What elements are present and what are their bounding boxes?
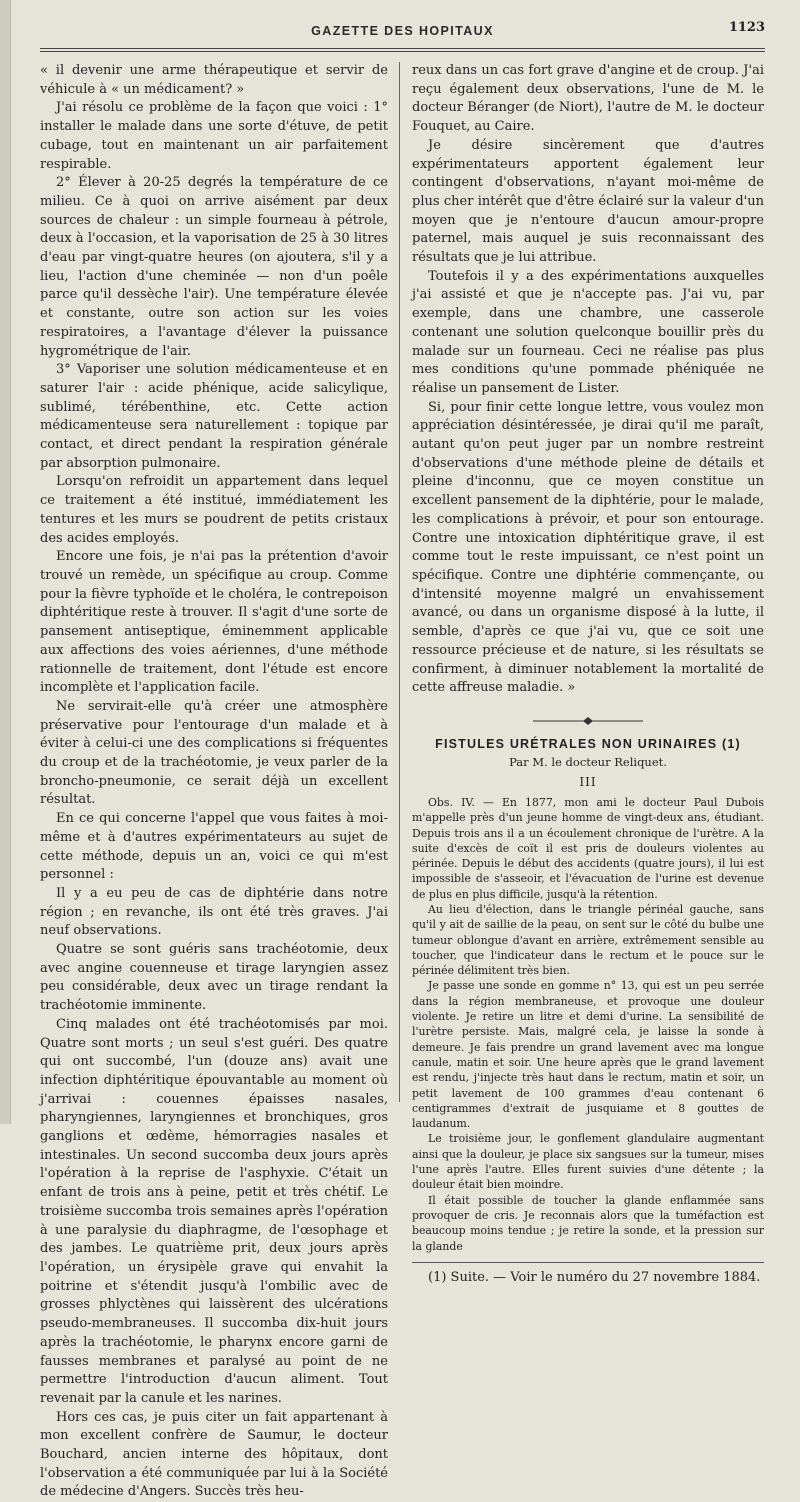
- paragraph: Le troisième jour, le gonflement glandulaire augmentant ainsi que la douleur, je place six sangsues sur la tumeur, mises l'une après l'autre. Elles furent suivies d'une détente ; la douleur était bien moindre.: [412, 1132, 764, 1192]
- header-rule-top: [40, 48, 765, 49]
- footnote: (1) Suite. — Voir le numéro du 27 novembre 1884.: [428, 1269, 761, 1285]
- paragraph: Obs. IV. — En 1877, mon ami le docteur Paul Dubois m'appelle près d'un jeune homme de vingt-deux ans, étudiant. Depuis trois ans il a un écoulement chronique de l'urètre. A la suite d'excès de coït il est pris de douleurs violentes au périnée. Depuis le début des accidents (quatre jours), il lui est impossible de s'asseoir, et l'évacuation de l'urine est devenue de plus en plus difficile, jusqu'à la rétention.: [412, 795, 764, 901]
- paragraph: Si, pour finir cette longue lettre, vous voulez mon appréciation désintéressée, je dirai qu'il me paraît, autant qu'on peut juger par un nombre restreint d'observations d'une méthode pleine de détails et pleine d'inconnu, que ce moyen constitue un excellent pansement de la diphtérie, pour le malade, les complications à prévoir, et pour son entourage. Contre une intoxication diphtéritique grave, il est comme tout le reste impuissant, ce n'est point un spécifique. Contre une diphtérie commençante, ou d'intensité moyenne malgré un envahissement avancé, ou dans un organisme disposé à la lutte, il semble, d'après ce que j'ai vu, que ce soit une ressource précieuse et de nature, si les résultats se confirment, à diminuer notablement la mortalité de cette affreuse maladie. »: [412, 399, 764, 696]
- paragraph: Cinq malades ont été trachéotomisés par moi. Quatre sont morts ; un seul s'est guéri. Des quatre qui ont succombé, l'un (douze ans) avait une infection diphtéritique épouvantable au moment où j'arrivai : couennes épaisses nasales, pharyngiennes, laryngiennes et bronchiques, gros ganglions et œdème, hémorragies nasales et intestinales. Un second succomba deux jours après l'opération à la reprise de l'asphyxie. C'était un enfant de trois ans à peine, petit et très chétif. Le troisième succomba trois semaines après l'opération à une paralysie du diaphragme, de l'œsophage et des jambes. Le quatrième prit, deux jours après l'opération, un érysipèle grave qui envahit la poitrine et s'étendit jusqu'à l'ombilic avec de grosses phlyctènes qui laissèrent des ulcérations pseudo-membraneuses. Il succomba dix-huit jours après la trachéotomie, le pharynx encore garni de fausses membranes et paralysé au point de ne permettre l'introduction d'aucun aliment. Tout revenait par la canule et les narines.: [40, 1016, 388, 1406]
- article-title: FISTULES URÉTRALES NON URINAIRES (1): [435, 736, 741, 751]
- paragraph: Il y a eu peu de cas de diphtérie dans notre région ; en revanche, ils ont été très graves. J'ai neuf observations.: [40, 885, 388, 939]
- paragraph: Au lieu d'élection, dans le triangle périnéal gauche, sans qu'il y ait de saillie de la peau, on sent sur le côté du bulbe une tumeur oblongue d'avant en arrière, extrêmement sensible au toucher, que l'indicateur dans le rectum et le pouce sur le périnée délimitent très bien.: [412, 902, 764, 978]
- paragraph: Toutefois il y a des expérimentations auxquelles j'ai assisté et que je n'accepte pas. J'ai vu, par exemple, dans une chambre, une casserole contenant une solution quelconque bouillir près du malade sur un fourneau. Ceci ne réalise pas plus mes conditions qu'une pommade phéniquée ne réalise un pansement de Lister.: [412, 268, 764, 396]
- right-column: [412, 62, 764, 1285]
- column-divider: [399, 62, 400, 1102]
- header-rule-bottom: [40, 51, 765, 52]
- paragraph: Hors ces cas, je puis citer un fait appartenant à mon excellent confrère de Saumur, le docteur Bouchard, ancien interne des hôpitaux, dont l'observation a été communiquée par lui à la Société de médecine d'Angers. Succès très heu-: [40, 1409, 388, 1500]
- paragraph: 3° Vaporiser une solution médicamenteuse et en saturer l'air : acide phénique, acide salicylique, sublimé, térébenthine, etc. Cette action médicamenteuse sera naturellement : topique par contact, et direct pendant la respiration générale par absorption pulmonaire.: [40, 362, 388, 471]
- paragraph: Lorsqu'on refroidit un appartement dans lequel ce traitement a été institué, immédiatement les tentures et les murs se poudrent de petits cristaux des acides employés.: [40, 474, 388, 546]
- page-header: [40, 20, 765, 42]
- paragraph: J'ai résolu ce problème de la façon que voici : 1° installer le malade dans une sorte d'étuve, de petit cubage, tout en maintenant un air parfaitement respirable.: [40, 100, 388, 172]
- article-byline: Par M. le docteur Reliquet.: [509, 754, 667, 769]
- section-separator: [412, 710, 764, 729]
- paragraph: Encore une fois, je n'ai pas la prétention d'avoir trouvé un remède, un spécifique au croup. Comme pour la fièvre typhoïde et le choléra, le contrepoison diphtéritique reste à trouver. Il s'agit d'une sorte de pansement antiseptique, éminemment applicable aux affections des voies aériennes, d'une méthode rationnelle de traitement, dont l'étude est encore incomplète et l'application facile.: [40, 549, 388, 696]
- paragraph: 2° Élever à 20-25 degrés la température de ce milieu. Ce à quoi on arrive aisément par deux sources de chaleur : un simple fourneau à pétrole, deux à l'occasion, et la vaporisation de 25 à 30 litres d'eau par vingt-quatre heures (on ajoutera, s'il y a lieu, l'action d'une cheminée — non d'un poêle parce qu'il dessèche l'air). Une température élevée et constante, outre son action sur les voies respiratoires, a l'avantage d'élever la puissance hygrométrique de l'air.: [40, 175, 388, 359]
- paragraph: Je désire sincèrement que d'autres expérimentateurs apportent également leur contingent d'observations, n'ayant moi-même de plus cher intérêt que d'être éclairé sur la valeur d'un moyen que je n'entoure d'aucun amour-propre paternel, mais auquel je suis reconnaissant des résultats que je lui attribue.: [412, 137, 764, 266]
- paragraph: Ne servirait-elle qu'à créer une atmosphère préservative pour l'entourage d'un malade et à éviter à celui-ci une des complications si fréquentes du croup et de la trachéotomie, je veux parler de la broncho-pneumonie, ce serait déjà un excellent résultat.: [40, 698, 388, 808]
- page-binding-edge: [0, 0, 11, 1124]
- separator-ornament-icon: [533, 717, 643, 725]
- paragraph: Il était possible de toucher la glande enflammée sans provoquer de cris. Je reconnais alors que la tuméfaction est beaucoup moins tendue ; je retire la sonde, et la pression sur la glande: [412, 1193, 764, 1253]
- paragraph: « il devenir une arme thérapeutique et servir de véhicule à « un médicament? »: [40, 63, 388, 97]
- footnote-rule: [412, 1262, 764, 1263]
- paragraph: reux dans un cas fort grave d'angine et de croup. J'ai reçu également deux observations, l'une de M. le docteur Béranger (de Niort), l'autre de M. le docteur Fouquet, au Caire.: [412, 63, 764, 135]
- journal-title: GAZETTE DES HOPITAUX: [311, 24, 494, 38]
- page-number: 1123: [728, 20, 765, 35]
- section-number: III: [579, 774, 597, 789]
- paragraph: En ce qui concerne l'appel que vous faites à moi-même et à d'autres expérimentateurs au sujet de cette méthode, depuis un an, voici ce qui m'est personnel :: [40, 811, 388, 883]
- paragraph: Quatre se sont guéris sans trachéotomie, deux avec angine couenneuse et tirage laryngien assez peu considérable, deux avec un tirage rendant la trachéotomie imminente.: [40, 942, 388, 1014]
- left-column: [40, 62, 388, 1500]
- paragraph: Je passe une sonde en gomme n° 13, qui est un peu serrée dans la région membraneuse, et provoque une douleur violente. Je retire un litre et demi d'urine. La sensibilité de l'urètre persiste. Mais, malgré cela, je laisse la sonde à demeure. Je fais prendre un grand lavement avec ma longue canule, matin et soir. Une heure après que le grand lavement est rendu, j'injecte très haut dans le rectum, matin et soir, un petit lavement de 100 grammes d'eau contenant 6 centigrammes d'extrait de jusquiame et 8 gouttes de laudanum.: [412, 979, 764, 1131]
